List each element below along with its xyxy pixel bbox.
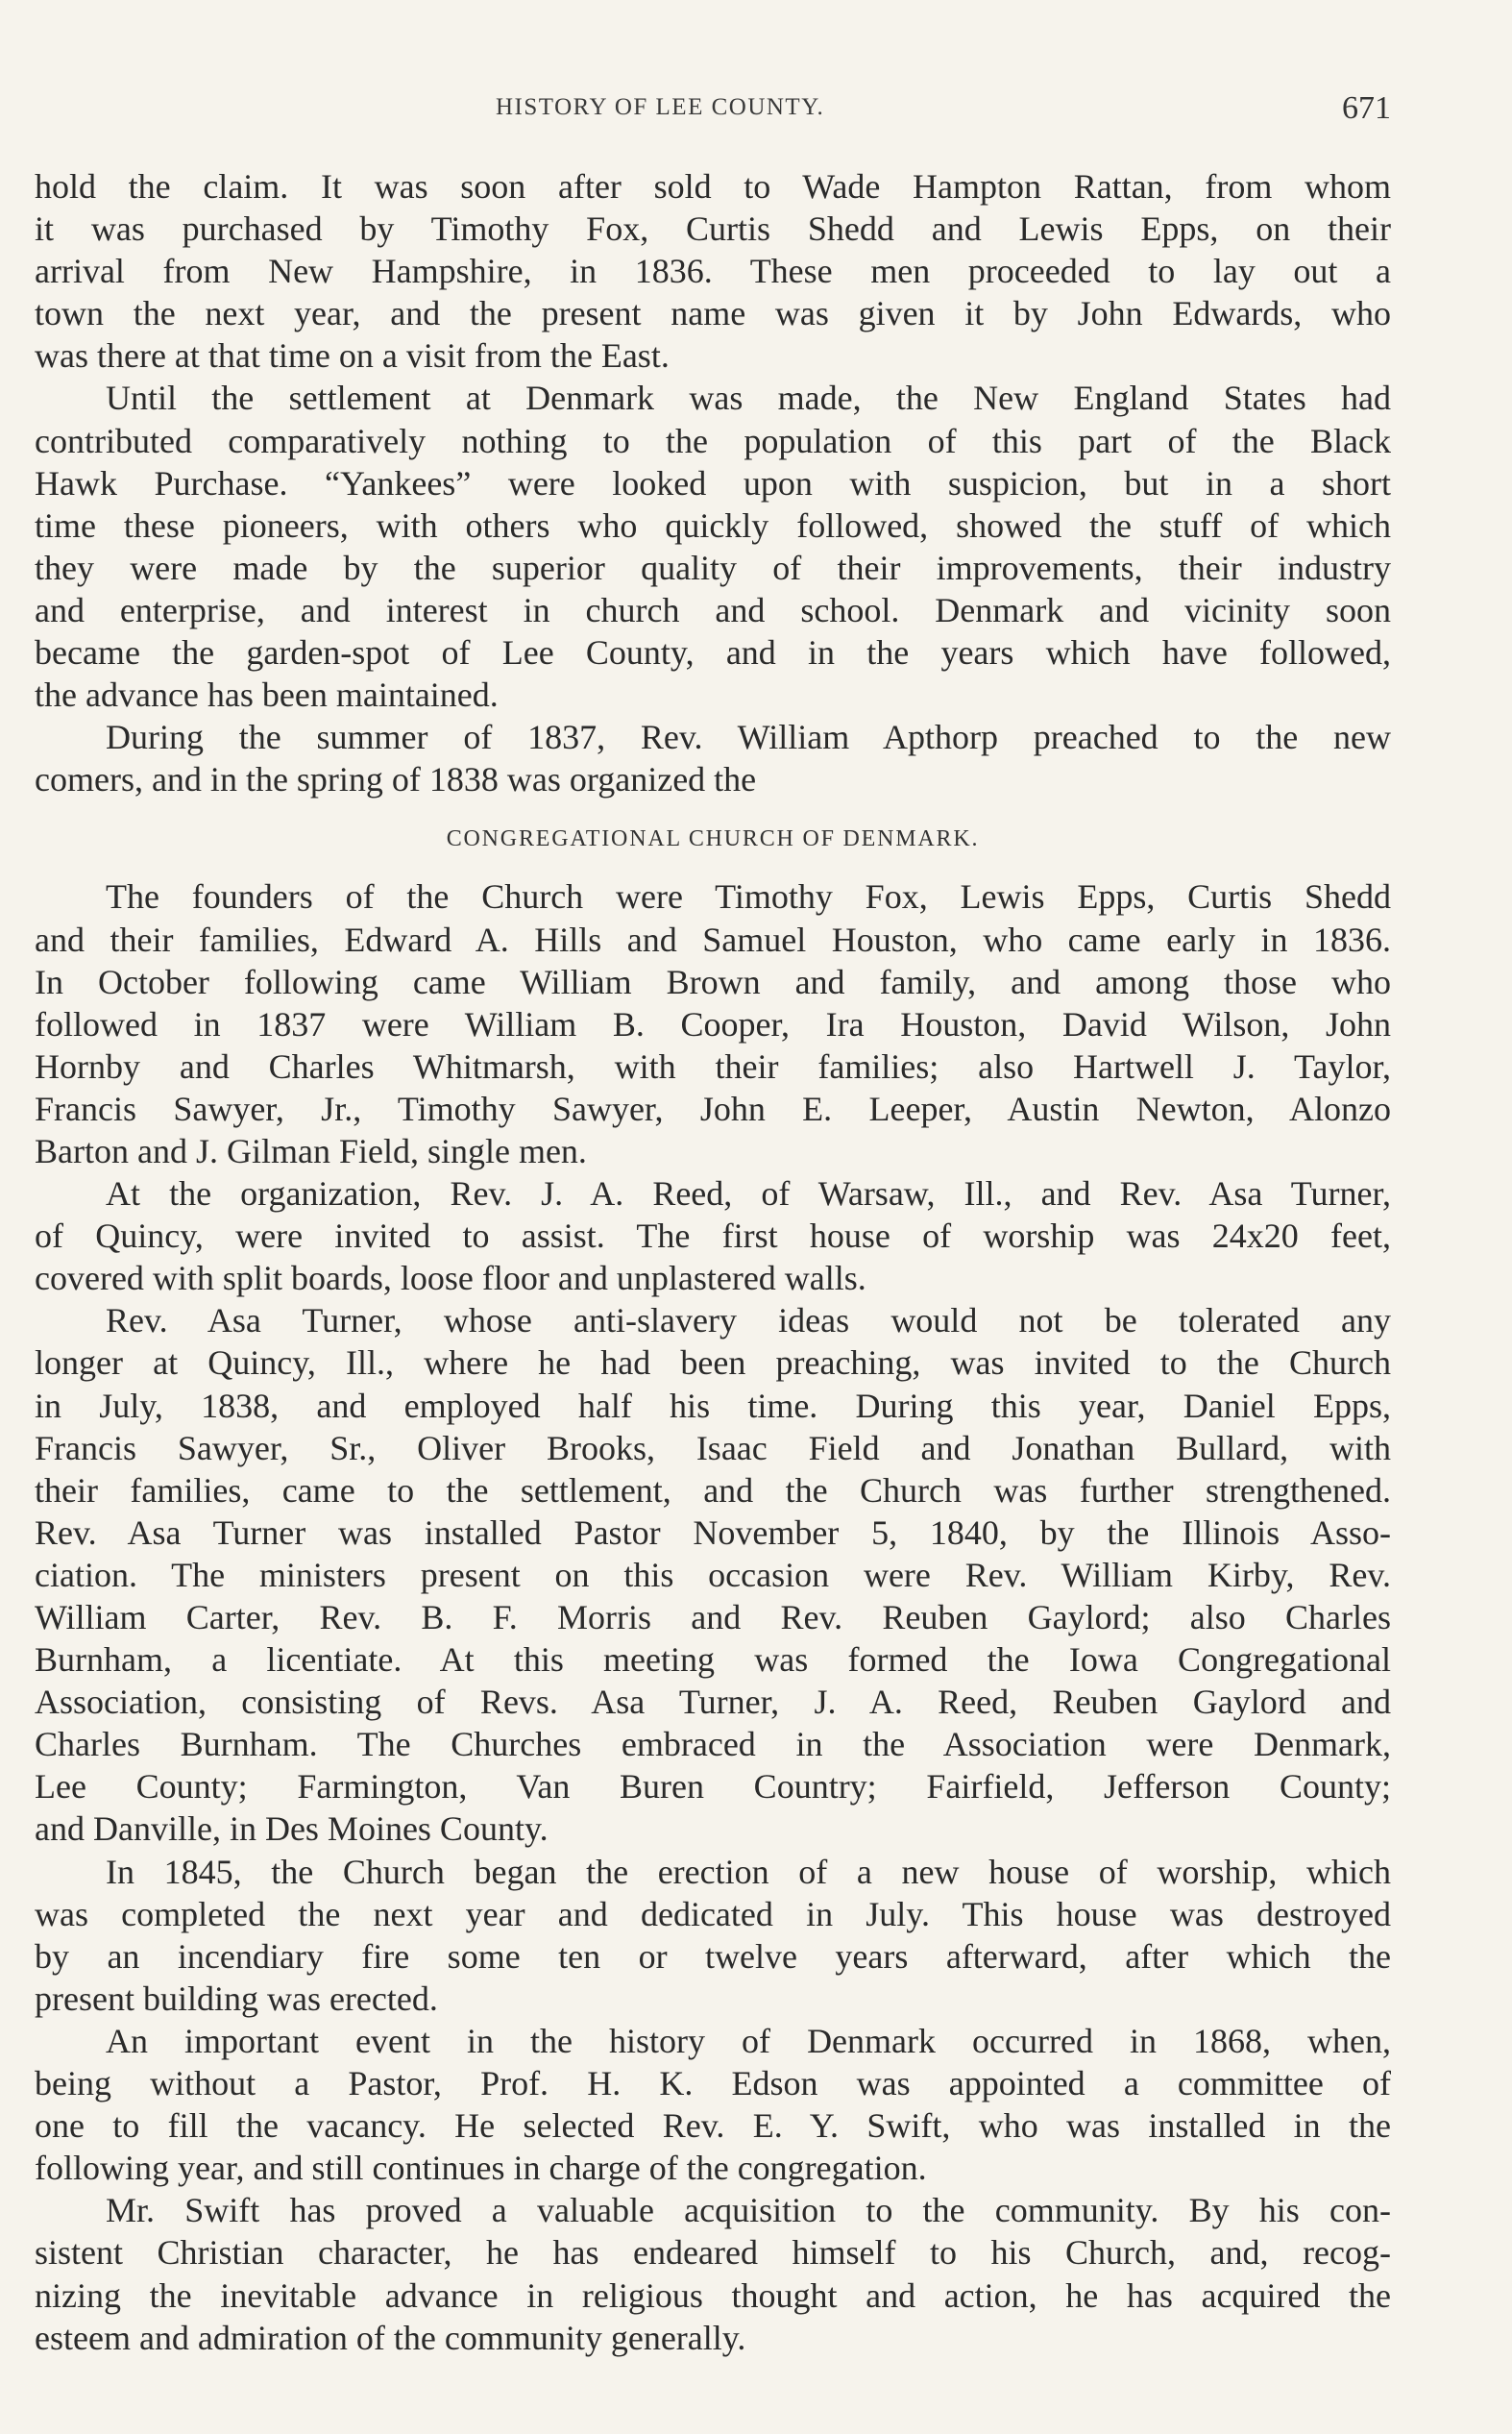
text-line: time these pioneers, with others who quickly followed, showed the stuff of which [35, 505, 1391, 545]
text-line: Francis Sawyer, Jr., Timothy Sawyer, John E. Leeper, Austin Newton, Alonzo [35, 1089, 1391, 1128]
paragraph [35, 716, 1391, 800]
running-title: HISTORY OF LEE COUNTY. [496, 94, 825, 120]
text-line: Barton and J. Gilman Field, single men. [35, 1131, 587, 1170]
text-line: In 1845, the Church began the erection of a new house of worship, which [106, 1852, 1391, 1891]
text-line: In October following came William Brown and family, and among those who [35, 962, 1391, 1001]
text-line: was completed the next year and dedicated in July. This house was destroyed [35, 1894, 1391, 1933]
paragraph [35, 2189, 1391, 2358]
text-line: esteem and admiration of the community generally. [35, 2318, 746, 2357]
text-line: covered with split boards, loose floor and unplastered walls. [35, 1259, 866, 1298]
text-line: nizing the inevitable advance in religious thought and action, he has acquired the [35, 2275, 1391, 2315]
body-text [35, 165, 1391, 2359]
page-number: 671 [1342, 90, 1391, 126]
text-line: became the garden-spot of Lee County, and in the years which have followed, [35, 633, 1391, 673]
text-line: and their families, Edward A. Hills and Samuel Houston, who came early in 1836. [35, 920, 1391, 959]
text-line: being without a Pastor, Prof. H. K. Edson was appointed a committee of [35, 2064, 1391, 2103]
text-line: and enterprise, and interest in church and school. Denmark and vicinity soon [35, 590, 1391, 629]
text-line: Hornby and Charles Whitmarsh, with their families; also Hartwell J. Taylor, [35, 1046, 1391, 1086]
text-line: followed in 1837 were William B. Cooper, Ira Houston, David Wilson, John [35, 1004, 1391, 1044]
text-line: one to fill the vacancy. He selected Rev. E. Y. Swift, who was installed in the [35, 2106, 1391, 2146]
text-line: contributed comparatively nothing to the population of this part of the Black [35, 421, 1391, 460]
paragraph [35, 377, 1391, 716]
text-line: Charles Burnham. The Churches embraced in the Association were Denmark, [35, 1725, 1391, 1764]
paragraph [35, 1299, 1391, 1850]
text-line: comers, and in the spring of 1838 was organized the [35, 760, 757, 799]
section-heading: CONGREGATIONAL CHURCH OF DENMARK. [446, 826, 980, 852]
paragraph [35, 1172, 1391, 1299]
paragraph [35, 2020, 1391, 2189]
text-line: William Carter, Rev. B. F. Morris and Rev. Reuben Gaylord; also Charles [35, 1598, 1391, 1636]
text-line: Lee County; Farmington, Van Buren Country; Fairfield, Jefferson County; [35, 1767, 1391, 1807]
text-line: sistent Christian character, he has endeared himself to his Church, and, recog- [35, 2233, 1391, 2273]
text-line: Rev. Asa Turner, whose anti-slavery ideas would not be tolerated any [106, 1301, 1391, 1340]
text-line: Mr. Swift has proved a valuable acquisition to the community. By his con- [106, 2191, 1391, 2230]
text-block-before-heading [35, 165, 1391, 800]
text-line: The founders of the Church were Timothy Fox, Lewis Epps, Curtis Shedd [106, 877, 1391, 917]
text-line: and Danville, in Des Moines County. [35, 1809, 549, 1849]
text-line: Association, consisting of Revs. Asa Turner, J. A. Reed, Reuben Gaylord and [35, 1683, 1391, 1722]
text-line: During the summer of 1837, Rev. William Apthorp preached to the new [106, 718, 1391, 757]
paragraph [35, 165, 1391, 377]
text-line: hold the claim. It was soon after sold to Wade Hampton Rattan, from whom [35, 167, 1391, 206]
text-line: their families, came to the settlement, and the Church was further strengthened. [35, 1470, 1391, 1510]
text-line: in July, 1838, and employed half his time. During this year, Daniel Epps, [35, 1386, 1391, 1425]
text-line: following year, and still continues in charge of the congregation. [35, 2149, 927, 2188]
text-line: Francis Sawyer, Sr., Oliver Brooks, Isaac Field and Jonathan Bullard, with [35, 1428, 1391, 1467]
paragraph [35, 875, 1391, 1172]
text-line: was there at that time on a visit from the East. [35, 336, 670, 376]
text-line: they were made by the superior quality of their improvements, their industry [35, 548, 1391, 587]
text-line: At the organization, Rev. J. A. Reed, of Warsaw, Ill., and Rev. Asa Turner, [106, 1174, 1391, 1214]
text-line: longer at Quincy, Ill., where he had been preaching, was invited to the Church [35, 1343, 1391, 1383]
text-line: Until the settlement at Denmark was made, the New England States had [106, 379, 1391, 418]
text-line: it was purchased by Timothy Fox, Curtis Shedd and Lewis Epps, on their [35, 209, 1391, 249]
text-line: arrival from New Hampshire, in 1836. These men proceeded to lay out a [35, 252, 1391, 291]
running-header [35, 90, 1391, 129]
text-line: present building was erected. [35, 1979, 438, 2018]
text-line: An important event in the history of Denmark occurred in 1868, when, [106, 2021, 1391, 2060]
text-block-after-heading [35, 875, 1391, 2358]
text-line: of Quincy, were invited to assist. The first house of worship was 24x20 feet, [35, 1217, 1391, 1256]
text-line: Hawk Purchase. “Yankees” were looked upon with suspicion, but in a short [35, 463, 1391, 503]
text-line: ciation. The ministers present on this occasion were Rev. William Kirby, Rev. [35, 1555, 1391, 1594]
paragraph [35, 1851, 1391, 2020]
text-line: town the next year, and the present name was given it by John Edwards, who [35, 294, 1391, 333]
text-line: the advance has been maintained. [35, 676, 499, 715]
text-line: by an incendiary fire some ten or twelve years afterward, after which the [35, 1936, 1391, 1976]
text-line: Rev. Asa Turner was installed Pastor November 5, 1840, by the Illinois Asso- [35, 1512, 1391, 1552]
text-line: Burnham, a licentiate. At this meeting was formed the Iowa Congregational [35, 1640, 1391, 1680]
